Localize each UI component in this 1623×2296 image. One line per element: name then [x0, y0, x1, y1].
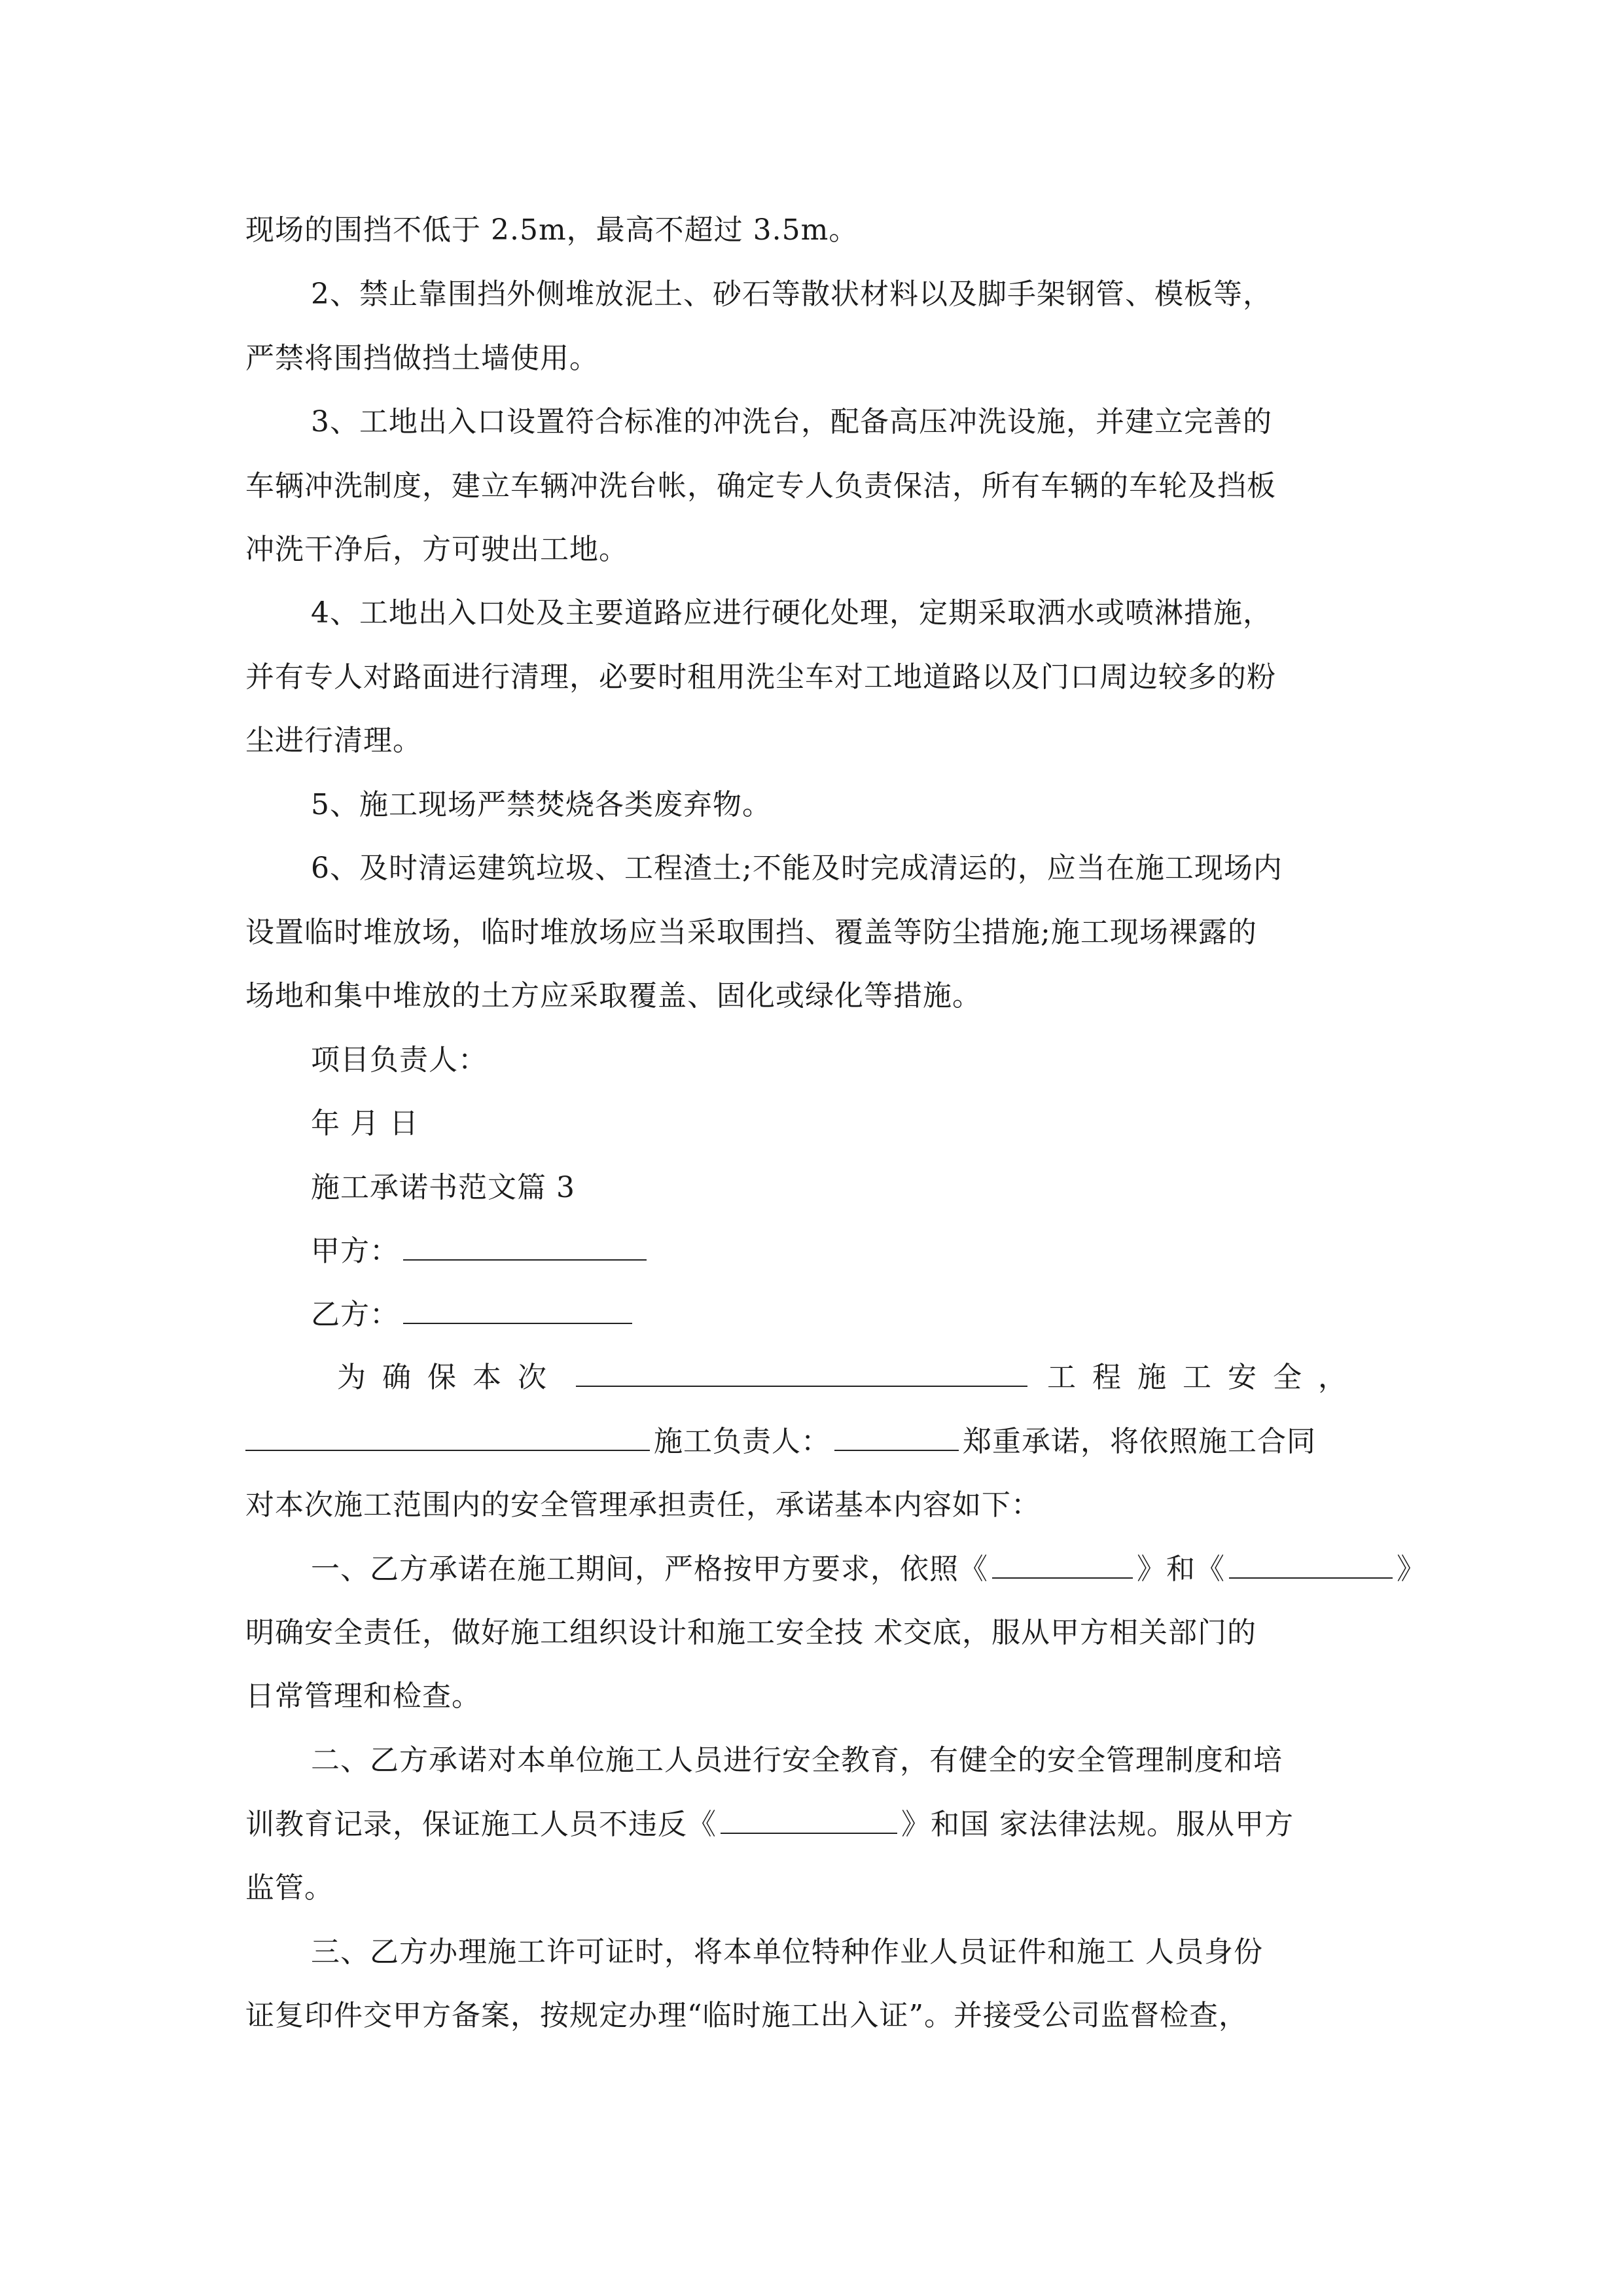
section-title: 施工承诺书范文篇 3	[311, 1171, 575, 1204]
signature-date-label: 年 月 日	[311, 1107, 419, 1140]
paragraph-line: 4、工地出入口处及主要道路应进行硬化处理，定期采取洒水或喷淋措施，	[311, 596, 1272, 630]
text-segment: 》和《	[1137, 1552, 1225, 1586]
paragraph-line: 车辆冲洗制度，建立车辆冲洗台帐，确定专人负责保洁，所有车辆的车轮及挡板	[245, 469, 1276, 503]
paragraph-line: 并有专人对路面进行清理，必要时租用洗尘车对工地道路以及门口周边较多的粉	[245, 660, 1276, 694]
paragraph-line: 6、及时清运建筑垃圾、工程渣土;不能及时完成清运的，应当在施工现场内	[311, 852, 1283, 885]
text-segment: 工程施工安全，	[1047, 1361, 1363, 1394]
paragraph-line: 日常管理和检查。	[245, 1679, 481, 1713]
regulation-blank-2	[1229, 1547, 1393, 1579]
paragraph-line: 5、施工现场严禁焚烧各类废弃物。	[311, 788, 772, 821]
paragraph-line	[337, 1352, 1363, 1404]
paragraph-line: 3、工地出入口设置符合标准的冲洗台，配备高压冲洗设施，并建立完善的	[311, 405, 1272, 439]
paragraph-line: 冲洗干净后，方可驶出工地。	[245, 533, 628, 566]
paragraph-line: 证复印件交甲方备案，按规定办理“临时施工出入证”。并接受公司监督检查，	[245, 1999, 1248, 2032]
paragraph-line: 尘进行清理。	[245, 724, 422, 757]
regulation-blank-3	[721, 1803, 897, 1834]
party-b-line	[311, 1289, 636, 1341]
paragraph-line: 明确安全责任，做好施工组织设计和施工安全技 术交底，服从甲方相关部门的	[245, 1616, 1257, 1649]
text-segment: 郑重承诺，将依照施工合同	[963, 1425, 1316, 1458]
paragraph-line: 二、乙方承诺对本单位施工人员进行安全教育，有健全的安全管理制度和培	[311, 1744, 1283, 1777]
party-b-blank	[403, 1293, 632, 1324]
text-segment: 施工负责人：	[654, 1425, 830, 1458]
manager-name-blank	[834, 1420, 959, 1451]
paragraph-line	[245, 1799, 1294, 1851]
party-a-label: 甲方：	[311, 1234, 399, 1268]
text-segment: 》	[1397, 1552, 1426, 1586]
paragraph-line: 严禁将围挡做挡土墙使用。	[245, 342, 599, 375]
text-segment: 训教育记录，保证施工人员不违反《	[245, 1808, 717, 1841]
project-name-blank	[576, 1355, 1027, 1387]
signature-person-label: 项目负责人：	[311, 1043, 488, 1077]
party-a-blank	[403, 1229, 647, 1261]
party-b-label: 乙方：	[311, 1298, 399, 1331]
paragraph-line	[311, 1543, 1426, 1596]
paragraph-line: 现场的围挡不低于 2.5m，最高不超过 3.5m。	[245, 213, 859, 247]
paragraph-line: 2、禁止靠围挡外侧堆放泥土、砂石等散状材料以及脚手架钢管、模板等，	[311, 278, 1272, 311]
paragraph-line: 场地和集中堆放的土方应采取覆盖、固化或绿化等措施。	[245, 979, 982, 1013]
company-name-blank	[245, 1420, 650, 1451]
paragraph-line: 监管。	[245, 1871, 334, 1905]
text-segment: 为确保本次	[337, 1361, 563, 1394]
text-segment: 一、乙方承诺在施工期间，严格按甲方要求，依照《	[311, 1552, 988, 1586]
paragraph-line: 设置临时堆放场，临时堆放场应当采取围挡、覆盖等防尘措施;施工现场裸露的	[245, 916, 1257, 949]
paragraph-line: 对本次施工范围内的安全管理承担责任，承诺基本内容如下：	[245, 1488, 1041, 1522]
text-segment: 》和国 家法律法规。服从甲方	[901, 1808, 1294, 1841]
regulation-blank-1	[992, 1547, 1133, 1579]
paragraph-line: 三、乙方办理施工许可证时，将本单位特种作业人员证件和施工 人员身份	[311, 1935, 1263, 1969]
party-a-line	[311, 1225, 651, 1278]
paragraph-line	[245, 1416, 1316, 1468]
